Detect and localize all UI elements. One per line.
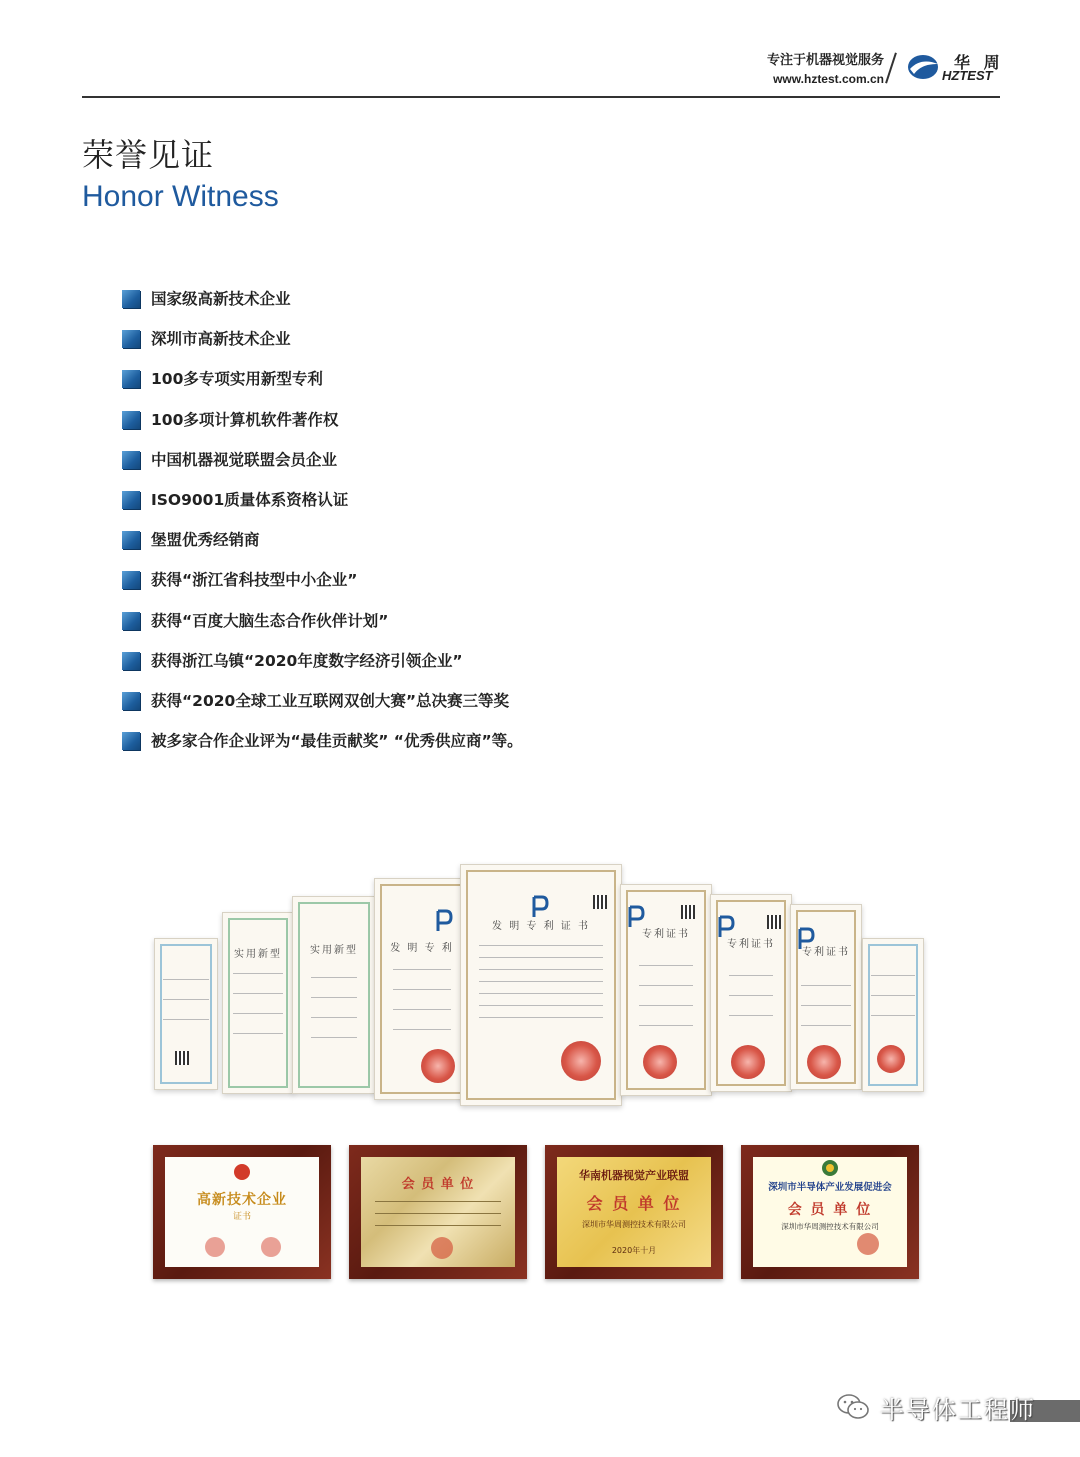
certificate-gallery bbox=[150, 860, 930, 1110]
certificate-title: 实用新型 bbox=[310, 945, 358, 956]
plaque-subtitle: 证书 bbox=[232, 1212, 251, 1222]
list-item bbox=[122, 409, 523, 449]
plaque-image bbox=[349, 1145, 527, 1279]
emblem-icon bbox=[821, 1159, 839, 1177]
certificate-image bbox=[460, 864, 622, 1106]
plaque-image bbox=[545, 1145, 723, 1279]
square-bullet-icon bbox=[122, 411, 140, 429]
honor-text: 中国机器视觉联盟会员企业 bbox=[151, 450, 338, 469]
plaque-title: 深圳市半导体产业发展促进会 bbox=[768, 1182, 892, 1193]
list-item bbox=[122, 489, 523, 529]
page-title-chinese: 荣誉见证 bbox=[82, 136, 215, 174]
square-bullet-icon bbox=[122, 330, 140, 348]
red-seal-icon bbox=[205, 1237, 225, 1257]
list-item bbox=[122, 368, 523, 408]
plaque-subtitle: 会 员 单 位 bbox=[586, 1194, 682, 1213]
plaque-title: 会 员 单 位 bbox=[401, 1177, 475, 1192]
honor-text: 获得浙江乌镇“2020年度数字经济引领企业” bbox=[151, 651, 463, 670]
red-seal-icon bbox=[421, 1049, 455, 1083]
honor-text: 国家级高新技术企业 bbox=[151, 290, 291, 308]
page-title-english: Honor Witness bbox=[82, 180, 279, 213]
watermark bbox=[836, 1388, 1036, 1426]
list-item bbox=[122, 288, 523, 328]
red-seal-icon bbox=[261, 1237, 281, 1257]
certificate-image bbox=[292, 896, 376, 1094]
certificate-title: 发 明 专 利 证 书 bbox=[492, 921, 590, 932]
certificate-title: 专利证书 bbox=[642, 929, 690, 940]
plaque-company: 深圳市华周测控技术有限公司 bbox=[781, 1222, 879, 1231]
certificate-title: 专利证书 bbox=[727, 939, 775, 950]
certificate-title: 发 明 专 利 bbox=[390, 943, 454, 954]
red-seal-icon bbox=[731, 1045, 765, 1079]
emblem-icon bbox=[233, 1163, 251, 1181]
honor-text: 获得“2020全球工业互联网双创大赛”总决赛三等奖 bbox=[151, 691, 510, 710]
certificate-image bbox=[374, 878, 470, 1100]
wechat-icon bbox=[836, 1393, 870, 1421]
swoosh-logo-icon bbox=[906, 52, 940, 82]
square-bullet-icon bbox=[122, 370, 140, 388]
plaque-date: 2020年十月 bbox=[611, 1246, 657, 1255]
honor-text: 获得“百度大脑生态合作伙伴计划” bbox=[151, 611, 389, 630]
certificate-title: 实用新型 bbox=[234, 949, 282, 960]
square-bullet-icon bbox=[122, 290, 140, 308]
certificate-title: 专利证书 bbox=[802, 947, 850, 958]
header-slash-divider bbox=[885, 52, 897, 83]
list-item bbox=[122, 610, 523, 650]
patent-logo-icon bbox=[531, 895, 549, 919]
list-item bbox=[122, 690, 523, 730]
certificate-image bbox=[620, 884, 712, 1096]
plaque-gallery bbox=[153, 1145, 923, 1281]
red-seal-icon bbox=[857, 1233, 879, 1255]
list-item bbox=[122, 449, 523, 489]
plaque-subtitle: 会 员 单 位 bbox=[787, 1202, 873, 1218]
square-bullet-icon bbox=[122, 652, 140, 670]
list-item bbox=[122, 529, 523, 569]
header-slogan-block bbox=[767, 52, 884, 88]
honor-text: 100多项计算机软件著作权 bbox=[151, 410, 339, 429]
plaque-company: 深圳市华周测控技术有限公司 bbox=[582, 1220, 686, 1229]
square-bullet-icon bbox=[122, 612, 140, 630]
plaque-title: 高新技术企业 bbox=[197, 1192, 287, 1208]
square-bullet-icon bbox=[122, 491, 140, 509]
list-item bbox=[122, 730, 523, 770]
company-logo bbox=[906, 50, 1006, 86]
certificate-image bbox=[710, 894, 792, 1092]
certificate-image bbox=[222, 912, 294, 1094]
honor-text: 获得“浙江省科技型中小企业” bbox=[151, 571, 358, 590]
square-bullet-icon bbox=[122, 531, 140, 549]
qr-code-icon bbox=[767, 915, 781, 929]
honor-list bbox=[122, 288, 523, 770]
logo-chinese-name: 华 周 bbox=[954, 53, 1004, 72]
honor-text: 深圳市高新技术企业 bbox=[151, 330, 291, 349]
watermark-text: 半导体工程师 bbox=[880, 1395, 1036, 1424]
certificate-image bbox=[790, 904, 862, 1090]
list-item bbox=[122, 650, 523, 690]
logo-english-name: HZTEST bbox=[942, 68, 993, 83]
header-divider bbox=[82, 96, 1000, 98]
red-seal-icon bbox=[807, 1045, 841, 1079]
square-bullet-icon bbox=[122, 692, 140, 710]
square-bullet-icon bbox=[122, 732, 140, 750]
red-seal-icon bbox=[431, 1237, 453, 1259]
square-bullet-icon bbox=[122, 571, 140, 589]
header-slogan: 专注于机器视觉服务 bbox=[766, 53, 884, 68]
qr-code-icon bbox=[593, 895, 607, 909]
red-seal-icon bbox=[877, 1045, 905, 1073]
red-seal-icon bbox=[561, 1041, 601, 1081]
red-seal-icon bbox=[643, 1045, 677, 1079]
certificate-image bbox=[862, 938, 924, 1092]
plaque-image bbox=[741, 1145, 919, 1279]
header-url[interactable]: www.hztest.com.cn bbox=[773, 72, 884, 86]
certificate-image bbox=[154, 938, 218, 1090]
patent-logo-icon bbox=[435, 909, 453, 933]
honor-text: 被多家合作企业评为“最佳贡献奖” “优秀供应商”等。 bbox=[151, 732, 523, 751]
plaque-title: 华南机器视觉产业联盟 bbox=[579, 1169, 689, 1182]
list-item bbox=[122, 569, 523, 609]
plaque-image bbox=[153, 1145, 331, 1279]
honor-text: 100多专项实用新型专利 bbox=[151, 370, 323, 389]
qr-code-icon bbox=[681, 905, 695, 919]
honor-text: ISO9001质量体系资格认证 bbox=[151, 490, 349, 509]
list-item bbox=[122, 328, 523, 368]
square-bullet-icon bbox=[122, 451, 140, 469]
honor-text: 堡盟优秀经销商 bbox=[151, 531, 260, 550]
